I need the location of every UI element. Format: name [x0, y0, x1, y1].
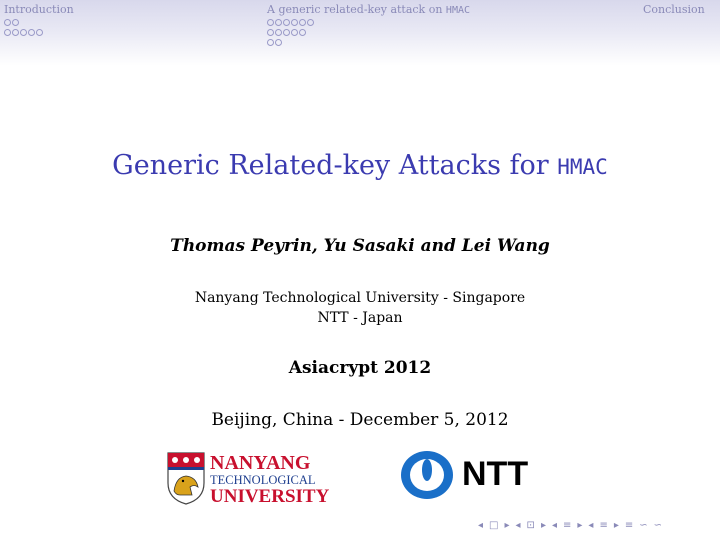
ntt-logo	[398, 448, 543, 502]
nav-prev-section-icon[interactable]: ◂	[551, 520, 557, 531]
authors: Thomas Peyrin, Yu Sasaki and Lei Wang	[170, 236, 550, 256]
nav-slide-icon[interactable]: ≡	[599, 520, 608, 531]
date-location: Beijing, China - December 5, 2012	[211, 410, 509, 430]
nav-frame-icon[interactable]: □	[489, 520, 499, 531]
nav-dot[interactable]	[275, 19, 282, 26]
nav-dot[interactable]	[307, 19, 314, 26]
nav-back-icon[interactable]: ∽	[653, 520, 663, 531]
affiliation-ntt: NTT - Japan	[317, 310, 403, 326]
conference: Asiacrypt 2012	[288, 358, 432, 378]
nav-dot[interactable]	[291, 19, 298, 26]
nav-dot[interactable]	[267, 29, 274, 36]
nav-dot[interactable]	[267, 39, 274, 46]
nav-search-icon[interactable]: ∽	[639, 520, 648, 531]
nav-next-slide-icon[interactable]: ▸	[613, 520, 619, 531]
nav-dot[interactable]	[267, 19, 274, 26]
nav-subsection-icon[interactable]: ⊡	[526, 520, 535, 531]
slide-title: Generic Related-key Attacks for HMAC	[112, 150, 608, 181]
nav-dot[interactable]	[4, 29, 11, 36]
ntu-logo	[166, 451, 330, 507]
header-bar	[0, 0, 720, 66]
nav-dot[interactable]	[283, 29, 290, 36]
nav-dot[interactable]	[275, 29, 282, 36]
ntu-logo-line2: TECHNOLOGICAL	[210, 473, 316, 487]
ntt-ring-icon	[398, 448, 456, 502]
nav-next-section-icon[interactable]: ▸	[577, 520, 583, 531]
nav-dots-intro-2[interactable]	[4, 29, 43, 36]
nav-prev-subsection-icon[interactable]: ◂	[515, 520, 521, 531]
nav-dot[interactable]	[4, 19, 11, 26]
nav-dot[interactable]	[299, 29, 306, 36]
ntu-logo-line3: UNIVERSITY	[210, 486, 330, 507]
nav-dot[interactable]	[20, 29, 27, 36]
nav-dots-attack-3[interactable]	[267, 39, 282, 46]
nav-appendix-icon[interactable]: ≡	[624, 520, 634, 531]
nav-dots-attack-1[interactable]	[267, 19, 314, 26]
nav-dot[interactable]	[28, 29, 35, 36]
nav-section-icon[interactable]: ≡	[563, 520, 572, 531]
nav-prev-slide-icon[interactable]: ◂	[588, 520, 594, 531]
nav-dot[interactable]	[12, 19, 19, 26]
nav-dot[interactable]	[12, 29, 19, 36]
ntu-crest-icon	[166, 451, 206, 505]
nav-dots-intro-1[interactable]	[4, 19, 19, 26]
beamer-navigation	[478, 520, 662, 531]
nav-dot[interactable]	[36, 29, 43, 36]
nav-next-subsection-icon[interactable]: ▸	[540, 520, 546, 531]
affiliation-ntu: Nanyang Technological University - Singapore	[194, 290, 526, 306]
ntt-logo-text: NTT	[462, 455, 529, 493]
nav-section-conclusion[interactable]: Conclusion	[643, 3, 705, 16]
nav-prev-frame-icon[interactable]: ◂	[478, 520, 484, 531]
nav-dots-attack-2[interactable]	[267, 29, 306, 36]
nav-section-introduction[interactable]: Introduction	[4, 3, 74, 16]
nav-section-attack[interactable]: A generic related-key attack on HMAC	[267, 3, 471, 16]
ntu-logo-line1: NANYANG	[210, 452, 311, 474]
nav-next-frame-icon[interactable]: ▸	[504, 520, 510, 531]
nav-dot[interactable]	[299, 19, 306, 26]
nav-dot[interactable]	[275, 39, 282, 46]
nav-dot[interactable]	[291, 29, 298, 36]
nav-dot[interactable]	[283, 19, 290, 26]
